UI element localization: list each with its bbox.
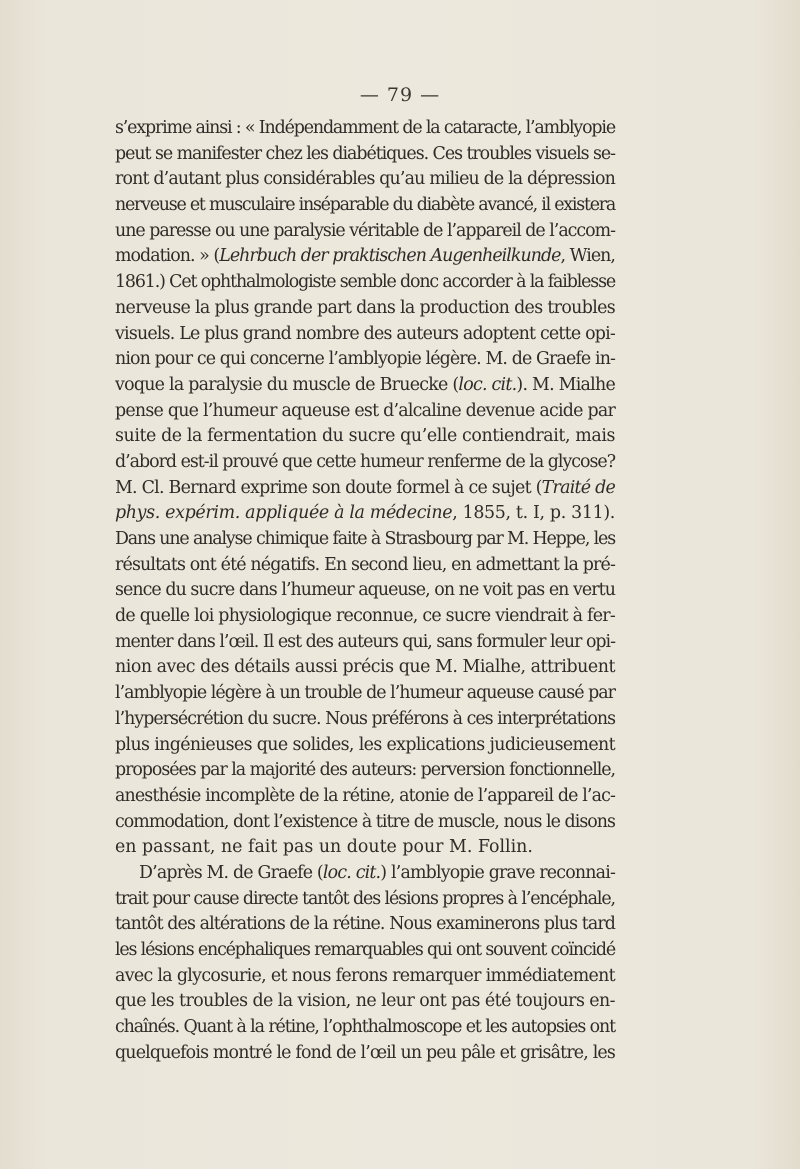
text-segment: ). M. Mialhe: [516, 374, 616, 395]
text-line: [115, 861, 615, 887]
text-line: nion avec des détails aussi précis que M. Mialhe, attribuent: [115, 657, 616, 678]
text-line: suite de la fermentation du sucre qu’elle contiendrait, mais: [115, 426, 615, 447]
text-line: [115, 373, 615, 399]
text-line: avec la glycosurie, et nous ferons remarquer immédiatement: [115, 965, 615, 986]
italic-citation: loc. cit.: [458, 374, 517, 395]
text-line: en passant, ne fait pas un doute pour M. Follin.: [115, 837, 533, 858]
text-line: 1861.) Cet ophthalmologiste semble donc accorder à la faiblesse: [115, 272, 616, 293]
text-line: visuels. Le plus grand nombre des auteurs adoptent cette opi-: [115, 323, 615, 344]
text-line: chaînés. Quant à la rétine, l’ophthalmoscope et les autopsies ont: [115, 1017, 615, 1038]
italic-citation: phys. expérim. appliquée à la médecine: [115, 503, 453, 524]
text-segment: ) l’amblyopie grave reconnai-: [380, 862, 616, 883]
text-line: commodation, dont l’existence à titre de muscle, nous le disons: [115, 811, 616, 832]
text-line: plus ingénieuses que solides, les explications judicieusement: [115, 734, 615, 755]
text-line: l’hypersécrétion du sucre. Nous préférons à ces interprétations: [115, 708, 616, 729]
text-line: de quelle loi physiologique reconnue, ce sucre viendrait à fer-: [115, 606, 615, 627]
text-line: d’abord est-il prouvé que cette humeur renferme de la glycose?: [115, 451, 616, 472]
text-line: une paresse ou une paralysie véritable de l’appareil de l’accom-: [115, 220, 615, 241]
text-line: sence du sucre dans l’humeur aqueuse, on ne voit pas en vertu: [115, 580, 615, 601]
text-line: l’amblyopie légère à un trouble de l’humeur aqueuse causé par: [115, 683, 616, 704]
text-line: ront d’autant plus considérables qu’au milieu de la dépression: [115, 169, 615, 190]
text-segment: modation. » (: [115, 246, 220, 267]
text-line: [115, 244, 615, 270]
text-line: résultats ont été négatifs. En second lieu, en admettant la pré-: [115, 554, 615, 575]
text-line: nerveuse la plus grande part dans la production des troubles: [115, 297, 616, 318]
text-line: trait pour cause directe tantôt des lésions propres à l’encéphale,: [115, 888, 615, 909]
text-line: menter dans l’œil. Il est des auteurs qui, sans formuler leur opi-: [115, 631, 616, 652]
text-line: quelquefois montré le fond de l’œil un peu pâle et grisâtre, les: [115, 1042, 616, 1063]
text-segment: D’après M. de Graefe (: [139, 862, 323, 883]
text-line: [115, 476, 615, 502]
text-segment: M. Cl. Bernard exprime son doute formel à ce sujet (: [115, 477, 542, 498]
italic-citation: loc. cit.: [322, 862, 381, 883]
italic-citation: Traité de: [541, 477, 616, 498]
text-line: pense que l’humeur aqueuse est d’alcaline devenue acide par: [115, 400, 615, 421]
italic-citation: Lehrbuch der praktischen Augenheilkunde: [219, 246, 561, 267]
body-text: [115, 116, 615, 1066]
text-line: peut se manifester chez les diabétiques. Ces troubles visuels se-: [115, 143, 615, 164]
text-segment: , 1855, t. I, p. 311).: [452, 503, 616, 524]
text-line: [115, 501, 615, 527]
text-segment: voque la paralysie du muscle de Bruecke (: [115, 374, 459, 395]
text-line: s’exprime ainsi : « Indépendamment de la cataracte, l’amblyopie: [115, 118, 615, 138]
page-number: — 79 —: [359, 84, 441, 106]
text-line: nion pour ce qui concerne l’amblyopie légère. M. de Graefe in-: [115, 349, 616, 370]
text-line: anesthésie incomplète de la rétine, atonie de l’appareil de l’ac-: [115, 785, 615, 806]
text-segment: , Wien,: [560, 246, 615, 267]
text-line: tantôt des altérations de la rétine. Nous examinerons plus tard: [115, 914, 616, 935]
text-line: Dans une analyse chimique faite à Strasbourg par M. Heppe, les: [115, 529, 615, 549]
text-line: nerveuse et musculaire inséparable du diabète avancé, il existera: [115, 195, 615, 216]
text-line: que les troubles de la vision, ne leur ont pas été toujours en-: [115, 991, 615, 1012]
text-line: les lésions encéphaliques remarquables qui ont souvent coïncidé: [115, 940, 616, 960]
text-line: proposées par la majorité des auteurs: perversion fonctionnelle,: [115, 760, 615, 781]
